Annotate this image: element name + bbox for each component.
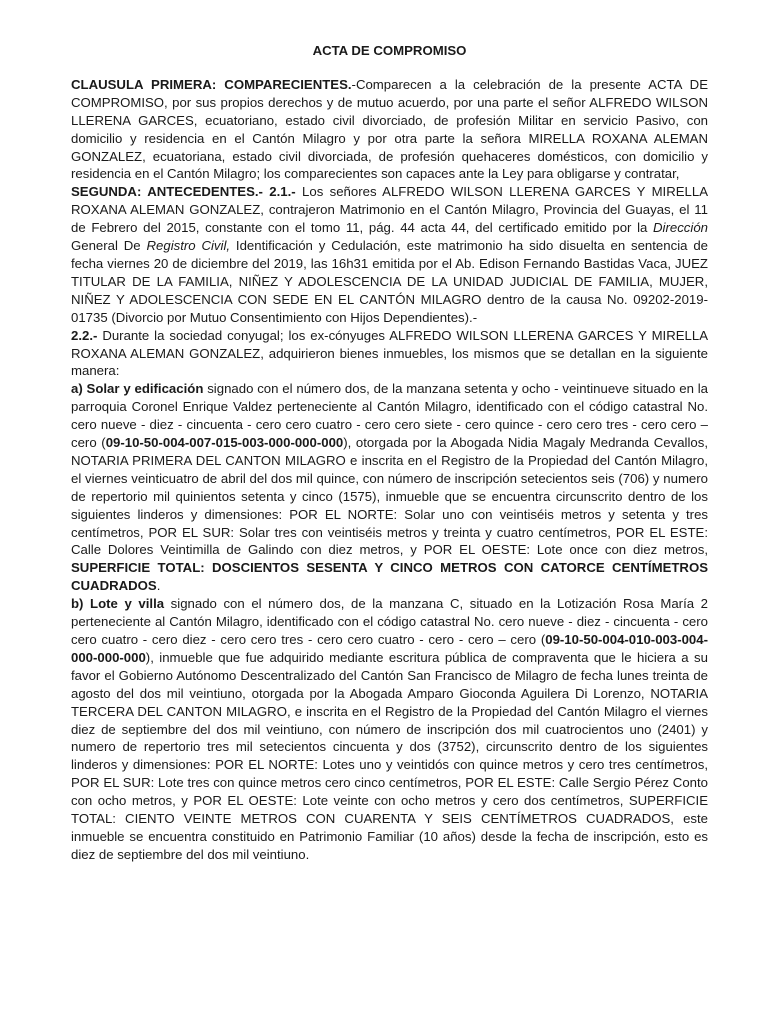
- property-a-total-area: SUPERFICIE TOTAL: DOSCIENTOS SESENTA Y CINCO METROS CON CATORCE CENTÍMETROS CUADRADOS: [71, 560, 708, 594]
- clause-first-paragraph: [71, 76, 708, 183]
- clause-first-heading: CLAUSULA PRIMERA: COMPARECIENTES.: [71, 76, 352, 92]
- document-title: ACTA DE COMPROMISO: [312, 43, 467, 58]
- clause-second-text-a: Los señores ALFREDO WILSON LLERENA GARCES Y MIRELLA ROXANA ALEMAN GONZALEZ, contrajeron Matrimonio en el Cantón Milagro, Provincia del Guayas, el 11 de Febrero del 2015, constante con el tomo 11, pág. 44 acta 44, del certificado emitido por la: [71, 184, 709, 236]
- clause-second-text-c: Identificación y Cedulación, este matrimonio ha sido disuelta en sentencia de fecha viernes 20 de diciembre del 2019, las 16h31 emitida por el Ab. Edison Fernando Bastidas Vaca, JUEZ TITULAR DE LA FAMILIA, NIÑEZ Y ADOLESCENCIA DE LA UNIDAD JUDICIAL DE FAMILIA, MUJER, NIÑEZ Y ADOLESCENCIA CON SEDE EN EL CANTÓN MILAGRO dentro de la causa No. 09202-2019-01735 (Divorcio por Mutuo Consentimiento con Hijos Dependientes).-: [71, 238, 708, 325]
- property-b-text-b: ), inmueble que fue adquirido mediante escritura pública de compraventa que le hiciera a su favor el Gobierno Autónomo Descentralizado del Cantón San Francisco de Milagro de fecha lunes treinta de agosto del dos mil veintiuno, otorgada por la Abogada Amparo Gioconda Aguilera Di Lorenzo, NOTARIA TERCERA DEL CANTON MILAGRO, e inscrita en el Registro de la Propiedad del Cantón Milagro el viernes diez de septiembre del dos mil veintiuno, con número de inscripción dos mil cuatrocientos uno (2401) y numero de repertorio tres mil setecientos cincuenta y dos (3752), circunscrito dentro de los siguientes linderos y dimensiones: POR EL NORTE: Lotes uno y veintidós con quince metros y cero tres centímetros, POR EL SUR: Lote tres con quince metros cero cinco centímetros, POR EL ESTE: Calle Sergio Pérez Conto con ocho metros, y POR EL OESTE: Lote veinte con ocho metros y cero dos centímetros, SUPERFICIE TOTAL: CIENTO VEINTE METROS CON CUARENTA Y SEIS CENTÍMETROS CUADRADOS, este inmueble se encuentra constituido en Patrimonio Familiar (10 años) desde la fecha de inscripción, esto es diez de septiembre del dos mil veintiuno.: [71, 649, 708, 862]
- section-2-2-heading: 2.2.-: [71, 327, 98, 343]
- clause-second-text-b: General De: [71, 238, 147, 254]
- clause-second-heading: SEGUNDA: ANTECEDENTES.- 2.1.-: [71, 184, 296, 200]
- property-a-paragraph: [71, 380, 708, 595]
- property-a-cadastral-code: 09-10-50-004-007-015-003-000-000-000: [105, 435, 344, 451]
- property-b-heading: b) Lote y villa: [71, 596, 165, 612]
- clause-first-text: -Comparecen a la celebración de la presente ACTA DE COMPROMISO, por sus propios derechos y de mutuo acuerdo, por una parte el señor ALFREDO WILSON LLERENA GARCES, ecuatoriano, estado civil divorciado, de profesión Militar en servicio Pasivo, con domicilio y residencia en el Cantón Milagro y por otra parte la señora MIRELLA ROXANA ALEMAN GONZALEZ, ecuatoriana, estado civil divorciada, de profesión quehaceres domésticos, con domicilio y residencia en el Cantón Milagro; los comparecientes son capaces ante la Ley para obligarse y contratar,: [71, 76, 708, 182]
- section-2-2-text: Durante la sociedad conyugal; los ex-cónyuges ALFREDO WILSON LLERENA GARCES Y MIRELLA ROXANA ALEMAN GONZALEZ, adquirieron bienes inmuebles, los mismos que se detallan en la siguiente manera:: [71, 327, 708, 379]
- property-a-end: .: [156, 578, 161, 594]
- property-b-text-a: signado con el número dos, de la manzana C, situado en la Lotización Rosa María 2 perteneciente al Cantón Milagro, identificado con el código catastral No. cero nueve - diez - cincuenta - cero cero cuatro - cero diez - cero cero tres - cero cero cuatro - cero - cero – cero (: [71, 596, 708, 647]
- property-a-text-a: signado con el número dos, de la manzana setenta y ocho - veintinueve situado en la parroquia Coronel Enrique Valdez perteneciente al Cantón Milagro, identificado con el código catastral No. cero nueve - diez - cincuenta - cero cero cuatro - cero cero siete - cero quince - cero cero tres - cero cero – cero (: [71, 381, 709, 451]
- property-a-heading: a) Solar y edificación: [71, 381, 204, 397]
- clause-second-italic-1: Dirección: [653, 220, 708, 236]
- property-b-cadastral-code: 09-10-50-004-010-003-004-000-000-000: [71, 632, 708, 665]
- property-b-paragraph: [71, 595, 708, 864]
- clause-second-paragraph: [71, 183, 708, 326]
- property-a-text-b: ), otorgada por la Abogada Nidia Magaly Medranda Cevallos, NOTARIA PRIMERA DEL CANTON MILAGRO e inscrita en el Registro de la Propiedad del Cantón Milagro, el viernes veinticuatro de abril del dos mil quince, con número de inscripción setecientos seis (706) y numero de repertorio mil quinientos setenta y cinco (1575), inmueble que se encuentra circunscrito dentro de los siguientes linderos y dimensiones: POR EL NORTE: Solar uno con veintiséis metros y setenta y tres centímetros, POR EL SUR: Solar tres con veintiséis metros y treinta y cuatro centímetros, POR EL ESTE: Calle Dolores Veintimilla de Galindo con diez metros, y POR EL OESTE: Lote once con diez metros,: [71, 435, 708, 558]
- section-2-2-paragraph: [71, 327, 708, 381]
- clause-second-italic-2: Registro Civil,: [146, 238, 231, 254]
